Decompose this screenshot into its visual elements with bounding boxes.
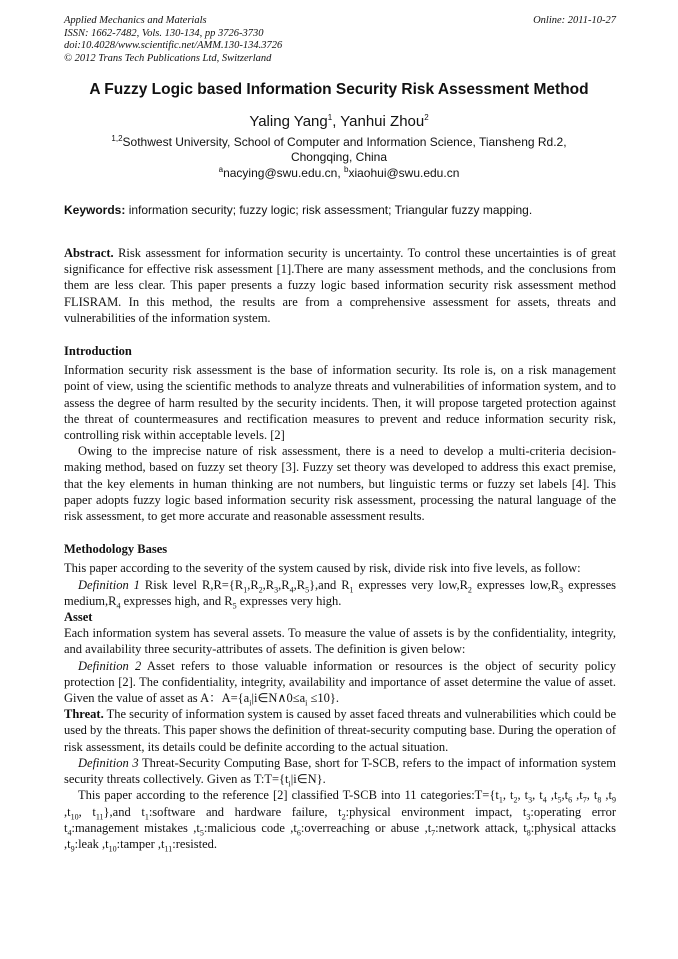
author-2-sup: 2	[424, 113, 429, 122]
affiliation-sup: 1,2	[111, 134, 123, 143]
definition-3-label: Definition 3	[78, 755, 139, 770]
email-line	[40, 166, 638, 180]
online-date: Online: 2011-10-27	[533, 15, 616, 26]
author-sep: ,	[332, 113, 341, 130]
email-2: xiaohui@swu.edu.cn	[348, 166, 460, 180]
asset-heading: Asset	[64, 610, 93, 625]
methodology-paragraph: This paper according to the severity of the system caused by risk, divide risk into five levels, as follow:	[64, 561, 581, 576]
threat-paragraph	[64, 706, 616, 755]
issn-line: ISSN: 1662-7482, Vols. 130-134, pp 3726-3730	[64, 27, 264, 39]
author-2: Yanhui Zhou	[340, 113, 425, 130]
definition-1: Definition 1 Risk level $R,R=\{R_1,R_2,R_3,R_4,R_5\},and$ $R_1$ expresses very $low,R_2$ expresses $low,R_3$ expresses $medium,R_4$ expresses high, and $R_5$ expresses very high.	[64, 577, 616, 611]
definition-2-label: Definition 2	[78, 658, 142, 673]
paper-body	[64, 245, 616, 852]
keywords	[64, 203, 616, 217]
abstract-text: Risk assessment for information security is uncertainty. To control these uncertainties is of great significance for effective risk assessment [1].There are many assessment methods, and the conclusions from them are less clear. This paper presents a fuzzy logic based information security risk assessment method FLISRAM. In this method, the results are from a comprehensive assessment for assets, threats and vulnerabilities of the information system.	[64, 246, 616, 325]
intro-paragraph-2: Owing to the imprecise nature of risk assessment, there is a need to develop a multi-criteria decision-making method, based on fuzzy set theory [3]. Fuzzy set theory was developed to address this exact premise, that the key elements in human thinking are not numbers, but linguistic terms or fuzzy set labels [4]. This paper adopts fuzzy logic based information security risk assessment, processing the natural language of the risk assessment, to get more accurate and reasonable assessment results.	[64, 444, 616, 524]
asset-paragraph: Each information system has several assets. To measure the value of assets is by the confidentiality, integrity, and availability three security-attributes of assets. The definition is given below:	[64, 626, 616, 657]
email-sup-a: a	[218, 165, 224, 174]
methodology-heading: Methodology Bases	[64, 542, 168, 557]
doi-line: doi:10.4028/www.scientific.net/AMM.130-134.3726	[64, 40, 283, 51]
threat-text: The security of information system is caused by asset faced threats and vulnerabilities which could be used by the threats. This paper shows the definition of threat-security computing base. During the operation of risk assessment, its details could be definite according to the actual situation.	[64, 707, 616, 754]
email-sup-b: b	[344, 165, 349, 174]
affiliation	[90, 135, 588, 165]
author-1: Yaling Yang	[249, 113, 328, 130]
keywords-label: Keywords:	[64, 203, 126, 217]
author-1-sup: 1	[327, 113, 333, 122]
journal-name: Applied Mechanics and Materials	[64, 15, 207, 26]
definition-2: Definition 2 Asset refers to those valuable information or resources is the object of security policy protection [2]. The confidentiality, integrity, availability and importance of asset determine the value of asset. Given the value of asset as A：$A=\{a_i|i\in N\wedge 0\le a_i \le 10\}$.	[64, 658, 616, 708]
author-line	[40, 113, 638, 130]
paper-title: A Fuzzy Logic based Information Security Risk Assessment Method	[89, 81, 589, 98]
email-1: nacying@swu.edu.cn,	[223, 166, 344, 180]
definition-3: Definition 3 Threat-Security Computing Base, short for T-SCB, refers to the impact of information system security threats collectively. Given as $T:T=\{t_i|i\in N\}$.	[64, 755, 616, 789]
affiliation-line-1: Sothwest University, School of Computer and Information Science, Tiansheng Rd.2,	[122, 135, 567, 149]
intro-paragraph-1: Information security risk assessment is the base of information security. Its role is, on a risk management point of view, using the scientific methods to analyze threats and vulnerabilities of information system, and to assess the degree of harm resulted by the security incidents. Then, it will propose targeted protection against the threat of countermeasures and rectification measures to prevent and reduce information security risk, controlling risk within acceptable levels. [2]	[64, 363, 616, 443]
keywords-text: information security; fuzzy logic; risk assessment; Triangular fuzzy mapping.	[125, 203, 533, 217]
journal-header	[64, 15, 616, 65]
threat-label: Threat.	[64, 707, 104, 722]
copyright-line: © 2012 Trans Tech Publications Ltd, Switzerland	[64, 52, 272, 64]
abstract	[64, 245, 616, 326]
abstract-label: Abstract.	[64, 246, 114, 260]
affiliation-line-2: Chongqing, China	[290, 150, 388, 164]
definition-1-label: Definition 1	[78, 577, 140, 592]
introduction-heading: Introduction	[64, 344, 132, 359]
tscb-categories-paragraph: This paper according to the reference [2] classified T-SCB into 11 $categories:T=\{t_1$, $t_2$, $t_3$, $t_4$ $,t_5,t_6$ $,t_7$, $t_8$ $,t_9$ $,t_{10}$, $t_{11}\},and$ $t_1:software$ and hardware failure, $t_2:physical$ environment impact, $t_3:operating$ error $t_4:management$ mistakes $,t_5:malicious$ code $,t_6:overreaching$ or abuse $,t_7:network$ attack, $t_8:physical$ attacks $,t_9:leak$ $,t_{10}:tamper$ $,t_{11}:resisted$.	[64, 788, 617, 854]
